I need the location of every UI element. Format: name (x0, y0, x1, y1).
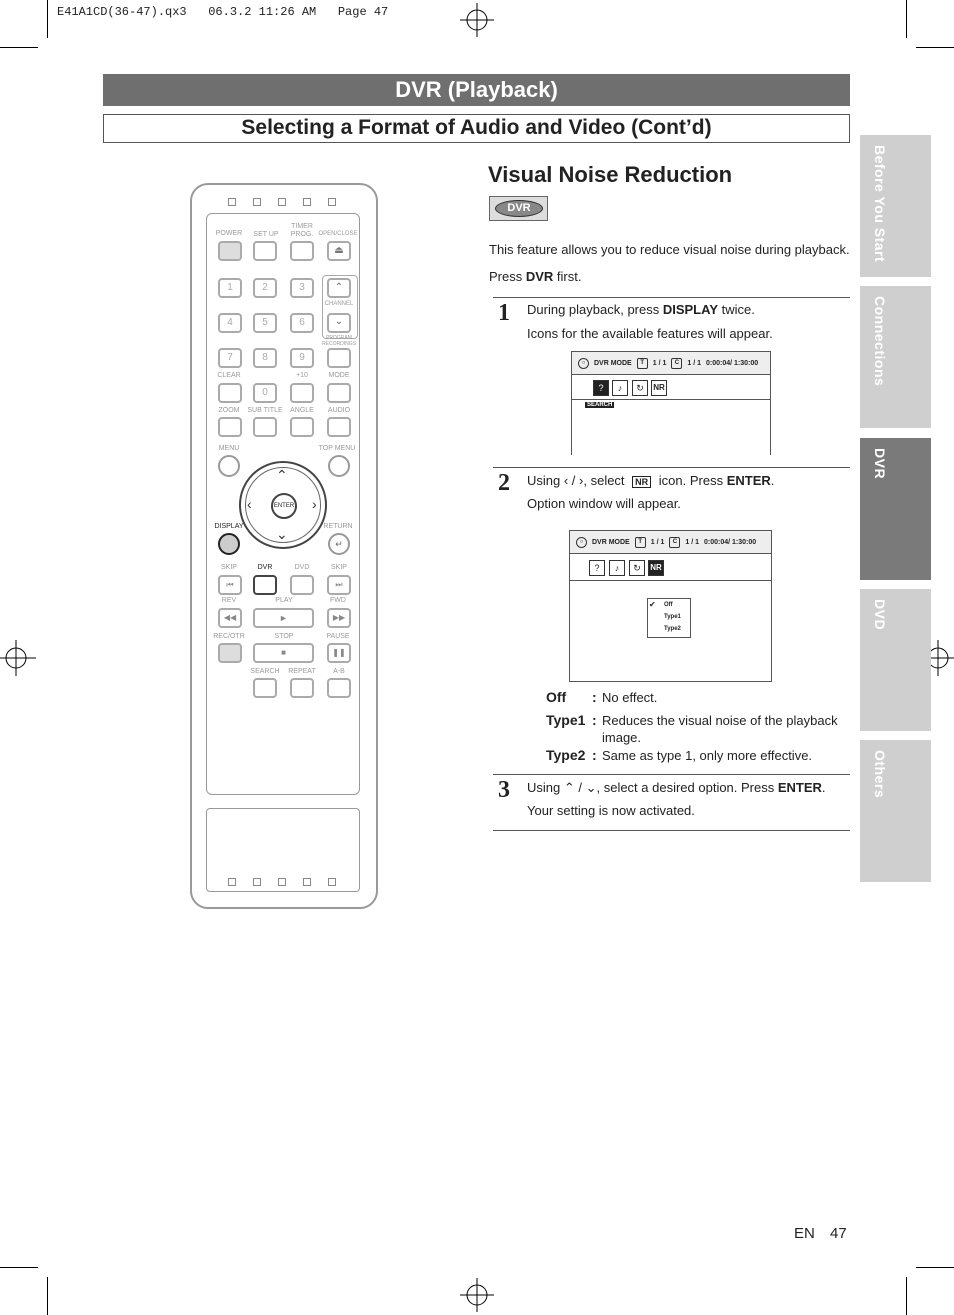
step-divider (493, 467, 850, 468)
dvd-button[interactable] (290, 575, 314, 595)
key: DISPLAY (662, 302, 718, 317)
dvr-badge (489, 196, 548, 221)
up-arrow-icon[interactable]: ⌃ (276, 467, 288, 483)
stop-button[interactable]: ■ (253, 643, 314, 663)
display-button[interactable] (218, 533, 240, 555)
repeat-icon: ↻ (632, 380, 648, 396)
osd-time: 0:00:04/ 1:30:00 (703, 538, 757, 546)
text: twice. (718, 302, 755, 317)
tab-label: DVD (872, 599, 888, 631)
opt-off-label: Off (546, 689, 567, 705)
tab-dvd[interactable] (860, 589, 931, 731)
option-off[interactable]: Off (664, 602, 673, 608)
text: . (821, 780, 826, 795)
mode-button[interactable] (327, 383, 351, 403)
key: ENTER (726, 473, 771, 488)
enter-button[interactable]: ENTER (271, 493, 297, 519)
opt-type2-label: Type2 (546, 747, 586, 763)
zoom-label: ZOOM (218, 407, 240, 414)
tab-dvr[interactable] (860, 438, 931, 580)
rev-label: REV (221, 597, 237, 604)
press-dvr-text (489, 269, 581, 284)
top-menu-label: TOP MENU (318, 445, 356, 452)
nr-option-window (647, 598, 691, 638)
plus10-label: +10 (296, 372, 308, 379)
audio-button[interactable] (327, 417, 351, 437)
down-arrow-icon[interactable]: ⌄ (276, 526, 288, 542)
tab-label: DVR (872, 448, 888, 480)
osd-mode: DVR MODE (592, 538, 630, 546)
crop-mark (906, 0, 907, 38)
program-recordings-label: PROGRAM RECORDINGS (322, 335, 356, 347)
ab-label: A-B (333, 668, 345, 675)
step-3-line2: Your setting is now activated. (527, 803, 695, 818)
opt-off-text: No effect. (602, 690, 658, 705)
skip-forward-button[interactable]: ⏭ (327, 575, 351, 595)
option-type1[interactable]: Type1 (664, 614, 681, 620)
ab-button[interactable] (327, 678, 351, 698)
num-5-button[interactable]: 5 (253, 313, 277, 333)
fwd-label: FWD (330, 597, 346, 604)
section-title: DVR (Playback) (103, 74, 850, 106)
disc-icon: ○ (578, 358, 589, 369)
angle-label: ANGLE (290, 407, 314, 414)
skip-back-button[interactable]: ⏮ (218, 575, 242, 595)
search-label: SEARCH (587, 402, 613, 408)
text: , select (583, 473, 629, 488)
num-9-button[interactable]: 9 (290, 348, 314, 368)
right-arrow-icon[interactable]: › (312, 496, 317, 512)
crop-mark (916, 1267, 954, 1268)
num-0-button[interactable]: 0 (253, 383, 277, 403)
step-1-line1 (527, 302, 755, 317)
crop-mark (916, 47, 954, 48)
clear-label: CLEAR (217, 372, 241, 379)
search-label: SEARCH (250, 668, 280, 675)
osd-time: 0:00:04/ 1:30:00 (705, 359, 759, 367)
t-box: T (637, 358, 648, 369)
power-label: POWER (215, 230, 243, 237)
subtitle-button[interactable] (253, 417, 277, 437)
fwd-button[interactable]: ▶▶ (327, 608, 351, 628)
footer-lang: EN (794, 1225, 815, 1242)
option-type2[interactable]: Type2 (664, 626, 681, 632)
disc-icon: ○ (576, 537, 587, 548)
repeat-button[interactable] (290, 678, 314, 698)
dvr-badge-label: DVR (495, 200, 543, 217)
pause-label: PAUSE (326, 633, 350, 640)
title-count: 1 / 1 (652, 359, 667, 367)
remote-dots (228, 198, 336, 206)
text: . (770, 473, 775, 488)
power-button[interactable] (218, 241, 242, 261)
step-divider (493, 774, 850, 775)
top-menu-button[interactable] (328, 455, 350, 477)
nr-icon: NR (648, 560, 664, 576)
program-recordings-button[interactable] (327, 348, 351, 368)
audio-label: AUDIO (327, 407, 351, 414)
skip-back-label: SKIP (221, 564, 237, 571)
return-label: RETURN (323, 523, 353, 530)
step-number: 2 (498, 470, 510, 496)
search-icon: ? (593, 380, 609, 396)
num-1-button[interactable]: 1 (218, 278, 242, 298)
text: During playback, press (527, 302, 663, 317)
press-prefix: Press (489, 269, 526, 284)
play-label: PLAY (275, 597, 293, 604)
timer-prog-button[interactable] (290, 241, 314, 261)
tab-label: Connections (872, 296, 888, 387)
text: Using (527, 780, 564, 795)
tab-connections[interactable] (860, 286, 931, 428)
check-icon: ✔ (649, 600, 656, 609)
audio-icon: ♪ (609, 560, 625, 576)
dvd-label: DVD (294, 564, 310, 571)
text: Using (527, 473, 564, 488)
plus10-button[interactable] (290, 383, 314, 403)
registration-mark (460, 3, 494, 37)
dvr-label: DVR (257, 564, 273, 571)
display-label: DISPLAY (214, 523, 244, 530)
return-button[interactable]: ↵ (328, 533, 350, 555)
timer-prog-label: TIMER PROG. (290, 223, 314, 238)
menu-label: MENU (218, 445, 240, 452)
mode-label: MODE (328, 372, 350, 379)
subtitle-label: SUB TITLE (247, 407, 283, 414)
search-icon: ? (589, 560, 605, 576)
step-3-line1 (527, 780, 826, 796)
colon: : (592, 712, 597, 728)
press-suffix: first. (553, 269, 582, 284)
audio-icon: ♪ (612, 380, 628, 396)
play-button[interactable]: ► (253, 608, 314, 628)
tab-before-you-start[interactable] (860, 135, 931, 277)
press-key: DVR (525, 269, 554, 284)
c-box: C (671, 358, 682, 369)
num-8-button[interactable]: 8 (253, 348, 277, 368)
page-title: Selecting a Format of Audio and Video (Cont’d) (103, 114, 850, 143)
channel-label: CHANNEL (324, 301, 354, 307)
step-2-line2: Option window will appear. (527, 496, 681, 511)
repeat-label: REPEAT (288, 668, 316, 675)
num-6-button[interactable]: 6 (290, 313, 314, 333)
remote-dots (228, 878, 336, 886)
osd-screen-2 (569, 530, 772, 682)
step-divider (493, 830, 850, 831)
step-2-line1 (527, 473, 774, 488)
colon: : (592, 747, 597, 763)
left-arrow-icon[interactable]: ‹ (247, 496, 252, 512)
chapter-count: 1 / 1 (687, 359, 701, 367)
search-button[interactable] (253, 678, 277, 698)
setup-button[interactable] (253, 241, 277, 261)
crop-mark (47, 1277, 48, 1315)
opt-type1-label: Type1 (546, 712, 586, 728)
text: icon. Press (655, 473, 727, 488)
channel-down-button[interactable]: ⌄ (327, 313, 351, 333)
repeat-icon: ↻ (629, 560, 645, 576)
stop-label: STOP (274, 633, 294, 640)
registration-mark (460, 1278, 494, 1312)
crop-mark (0, 47, 38, 48)
remote-control (190, 183, 378, 909)
text: , select a desired option. Press (596, 780, 778, 795)
open-close-label: OPEN/CLOSE (318, 231, 358, 237)
crop-mark (906, 1277, 907, 1315)
step-number: 3 (498, 777, 510, 803)
num-7-button[interactable]: 7 (218, 348, 242, 368)
num-2-button[interactable]: 2 (253, 278, 277, 298)
tab-label: Before You Start (872, 145, 888, 263)
num-4-button[interactable]: 4 (218, 313, 242, 333)
opt-type1-text: Reduces the visual noise of the playback (602, 713, 838, 728)
osd-mode: DVR MODE (594, 359, 632, 367)
num-3-button[interactable]: 3 (290, 278, 314, 298)
left-right-arrows-icon: ‹ / › (563, 473, 584, 488)
menu-button[interactable] (218, 455, 240, 477)
channel-up-button[interactable]: ⌃ (327, 278, 351, 298)
pause-button[interactable]: ❚❚ (327, 643, 351, 663)
key: ENTER (777, 780, 822, 795)
clear-button[interactable] (218, 383, 242, 403)
up-down-arrows-icon: ⌃ / ⌄ (563, 780, 597, 795)
rec-otr-label: REC/OTR (213, 633, 245, 640)
step-number: 1 (498, 300, 510, 326)
setup-label: SET UP (253, 231, 279, 238)
colon: : (592, 689, 597, 705)
title-count: 1 / 1 (650, 538, 665, 546)
print-header: E41A1CD(36-47).qx3 06.3.2 11:26 AM Page 47 (57, 5, 389, 19)
tab-label: Others (872, 750, 888, 799)
tab-others[interactable] (860, 740, 931, 882)
nr-icon: NR (632, 476, 651, 488)
osd-screen-1 (571, 351, 771, 455)
nr-icon: NR (651, 380, 667, 396)
crop-mark (47, 0, 48, 38)
page-number: 47 (830, 1225, 847, 1242)
c-box: C (669, 537, 680, 548)
chapter-count: 1 / 1 (685, 538, 699, 546)
feature-intro: This feature allows you to reduce visual noise during playback. (489, 242, 850, 257)
zoom-button[interactable] (218, 417, 242, 437)
angle-button[interactable] (290, 417, 314, 437)
rev-button[interactable]: ◀◀ (218, 608, 242, 628)
crop-mark (0, 1267, 38, 1268)
t-box: T (635, 537, 646, 548)
rec-otr-button[interactable] (218, 643, 242, 663)
registration-mark (0, 640, 36, 676)
skip-forward-label: SKIP (331, 564, 347, 571)
dvr-button[interactable] (253, 575, 277, 595)
step-divider (493, 297, 850, 298)
step-1-line2: Icons for the available features will appear. (527, 326, 773, 341)
opt-type2-text: Same as type 1, only more effective. (602, 748, 813, 763)
opt-type1-text2: image. (602, 730, 642, 745)
open-close-button[interactable]: ⏏ (327, 241, 351, 261)
feature-heading: Visual Noise Reduction (488, 162, 733, 187)
